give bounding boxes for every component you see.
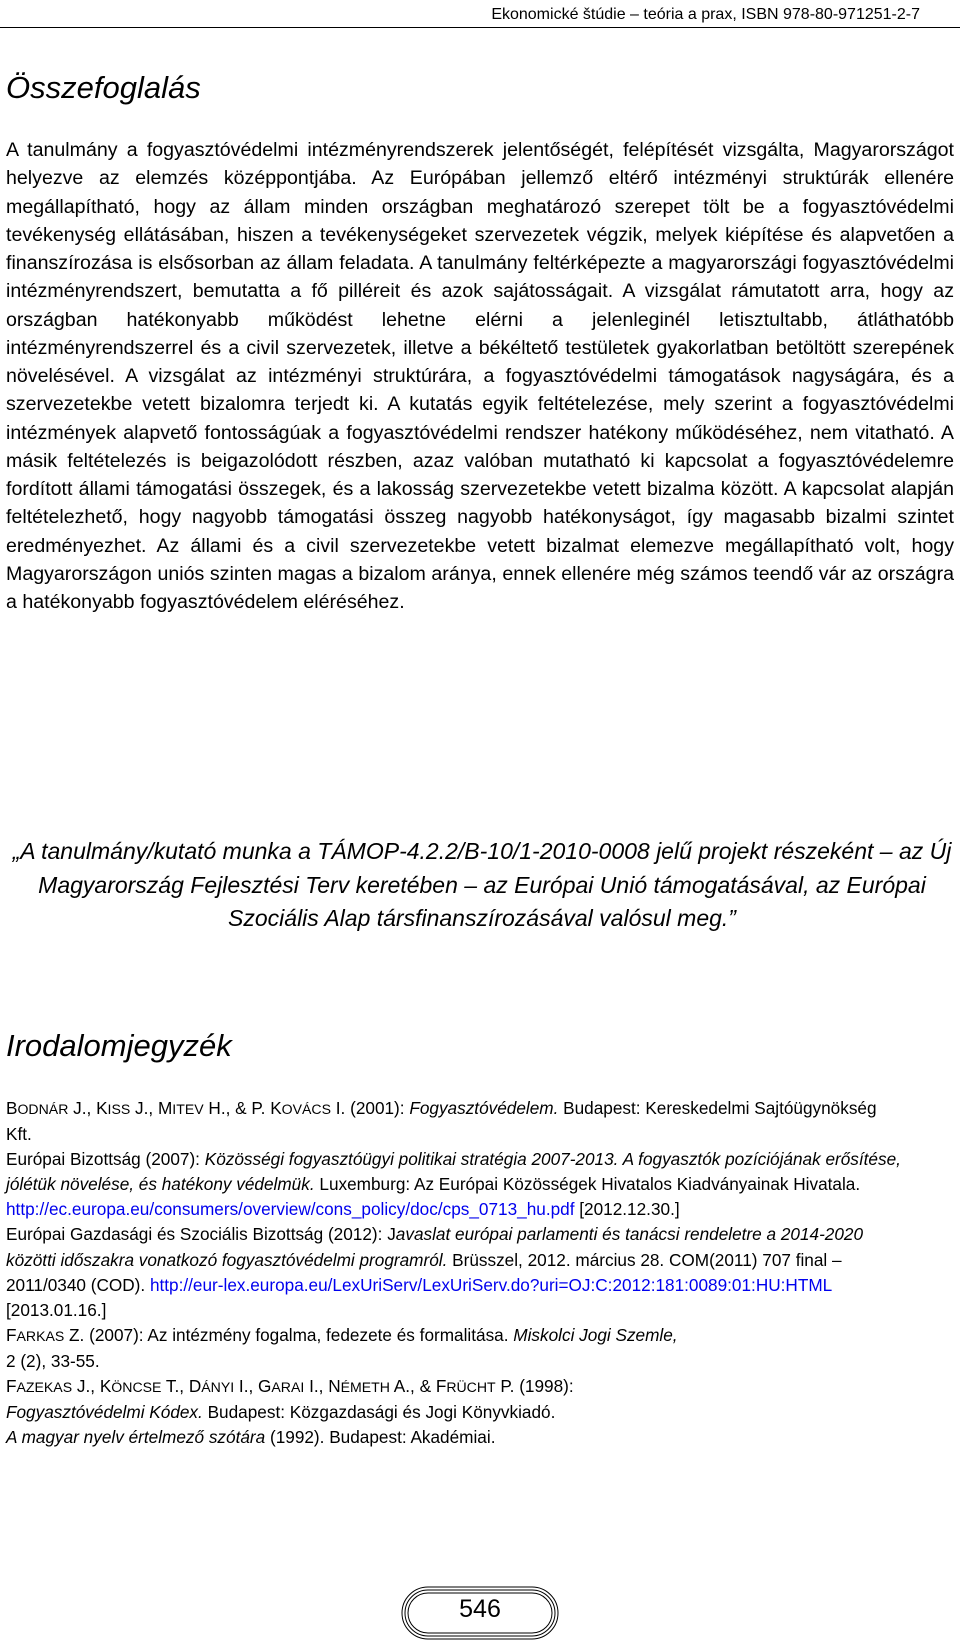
- abstract-heading: Összefoglalás: [6, 70, 201, 105]
- bib-author-smallcaps: ARAI: [271, 1379, 305, 1396]
- bib-title: Fogyasztóvédelem.: [409, 1098, 559, 1118]
- bib-text: I.,: [304, 1376, 329, 1397]
- bib-author: N: [328, 1376, 341, 1397]
- bib-entry-farkas: [6, 1323, 906, 1374]
- bib-author: D: [188, 1376, 202, 1397]
- bib-author: K: [270, 1098, 282, 1118]
- bib-publisher: Brüsszel, 2012. március 28. COM(2011) 707 final – 2011/0340 (COD).: [6, 1249, 842, 1295]
- bib-text: J.,: [130, 1098, 158, 1118]
- bib-publisher: Budapest: Kereskedelmi Sajtóügynökség Kft.: [6, 1098, 877, 1145]
- bib-text: A., &: [389, 1376, 436, 1397]
- bib-title: Fogyasztóvédelmi Kódex.: [6, 1402, 203, 1423]
- bib-publisher: (1992). Budapest: Akadémiai.: [265, 1427, 496, 1448]
- bib-text: P. (1998):: [495, 1376, 574, 1397]
- bib-title: A magyar nyelv értelmező szótára: [6, 1427, 266, 1448]
- bib-entry-bodnar: [6, 1096, 906, 1147]
- bib-author: G: [258, 1376, 272, 1397]
- bib-author: Európai Gazdasági és Szociális Bizottság (2012): J: [6, 1224, 396, 1245]
- bib-author: F: [6, 1324, 17, 1345]
- bib-url-link[interactable]: http://ec.europa.eu/consumers/overview/cons_policy/doc/cps_0713_hu.pdf: [6, 1199, 575, 1220]
- bib-author-smallcaps: AZEKAS: [16, 1379, 73, 1396]
- bib-text: I.,: [234, 1376, 259, 1397]
- bib-text: J.,: [68, 1098, 97, 1118]
- bibliography-heading: Irodalomjegyzék: [6, 1028, 232, 1063]
- page-number-frame: [400, 1585, 560, 1641]
- bib-author: Európai Bizottság (2007):: [6, 1149, 205, 1170]
- bib-access-date: [2012.12.30.]: [574, 1199, 680, 1220]
- bib-author-smallcaps: RÜCHT: [446, 1379, 496, 1396]
- funding-acknowledgement: „A tanulmány/kutató munka a TÁMOP-4.2.2/B-10/1-2010-0008 jelű projekt részeként – az Új Magyarország Fejlesztési Terv keretében – az Európai Unió támogatásával, az Európai Szociális Alap társfinanszírozásával valósul meg.”: [12, 838, 952, 931]
- bib-entry-szotar: [6, 1425, 906, 1450]
- bib-author: M: [157, 1098, 173, 1118]
- bib-title: Közösségi fogyasztóügyi politikai stratégia 2007-2013. A fogyasztók pozíciójának erősítése, jólétük növelése, és hatékony védelmük.: [6, 1149, 901, 1195]
- bib-access-date: [2013.01.16.]: [6, 1299, 107, 1320]
- bib-author-smallcaps: ÁNYI: [201, 1379, 235, 1396]
- bib-volume: 2 (2), 33-55.: [6, 1350, 100, 1371]
- bib-journal: Miskolci Jogi Szemle,: [513, 1324, 678, 1345]
- page-number: 546: [459, 1595, 501, 1623]
- bib-text: T.,: [161, 1376, 189, 1397]
- header-divider: [0, 27, 960, 28]
- bib-author-smallcaps: OVÁCS: [281, 1101, 331, 1117]
- bib-url-link[interactable]: http://eur-lex.europa.eu/LexUriServ/LexUriServ.do?uri=OJ:C:2012:181:0089:01:HU:HTML: [149, 1274, 833, 1295]
- bibliography-list: [6, 1096, 906, 1450]
- bib-author-smallcaps: ARKAS: [16, 1327, 65, 1344]
- bib-author: F: [435, 1376, 447, 1397]
- bib-title: avaslat európai parlamenti és tanácsi rendeletre a 2014-2020 közötti időszakra vonatkozó fogyasztóvédelmi programról.: [6, 1224, 864, 1270]
- running-header: Ekonomické štúdie – teória a prax, ISBN 978-80-971251-2-7: [491, 6, 920, 23]
- bib-author-smallcaps: ODNÁR: [17, 1101, 69, 1117]
- bib-author-smallcaps: ÉMETH: [340, 1379, 390, 1396]
- bib-text: Z. (2007): Az intézmény fogalma, fedezete és formalitása.: [64, 1324, 514, 1345]
- bib-author: K: [96, 1098, 108, 1118]
- bib-text: I. (2001):: [331, 1098, 410, 1118]
- bib-text: H., & P.: [203, 1098, 271, 1118]
- bib-author: B: [6, 1098, 18, 1118]
- bib-publisher: Luxemburg: Az Európai Közösségek Hivatalos Kiadványainak Hivatala.: [314, 1174, 861, 1195]
- bib-author: K: [99, 1376, 112, 1397]
- bib-author-smallcaps: ISS: [107, 1101, 131, 1117]
- bib-entry-european-commission: [6, 1147, 906, 1222]
- abstract-paragraph: A tanulmány a fogyasztóvédelmi intézményrendszerek jelentőségét, felépítését vizsgálta, Magyarországot helyezve az elemzés középpontjába. Az Európában jellemző eltérő intézményi struktúrák ellenére megállapítható, hogy az állam minden országban meghatározó szerepet tölt be a fogyasztóvédelmi tevékenység ellátásában, hiszen a tevékenységeket szervezetek végzik, melyek kiépítése és alapvetően a finanszírozása is elsősorban az állam feladata. A tanulmány feltérképezte a magyarországi fogyasztóvédelmi intézményrendszert, bemutatta a fő pilléreit és azok sajátosságait. A vizsgálat rámutatott arra, hogy az országban hatékonyabb működést lehetne elérni a jelenleginél letisztultabb, átláthatóbb intézményrendszerrel és a civil szervezetek, illetve a békéltető testületek gyakorlatban betöltött szerepének növelésével. A vizsgálat az intézményi struktúrára, a fogyasztóvédelmi támogatások nagyságára, és a szervezetekbe vetett bizalomra terjedt ki. A kutatás egyik feltételezése, mely szerint a fogyasztóvédelmi intézmények alapvető fontosságúak a fogyasztóvédelmi rendszer hatékony működéséhez, nem vitatható. A másik feltételezés is beigazolódott részben, azaz valóban mutatható ki kapcsolat a fogyasztóvédelemre fordított állami támogatási összegek, és a lakosság szervezetekbe vetett bizalma között. A kapcsolat alapján feltételezhető, hogy nagyobb támogatási összeg nagyobb hatékonyságot, így magasabb bizalmi szintet eredményezhet. Az állami és a civil szervezetekbe vetett bizalmat elemezve megállapítható volt, hogy Magyarországon uniós szinten magas a bizalom aránya, ennek ellenére még számos teendő vár az országra a hatékonyabb fogyasztóvédelem eléréséhez.: [6, 139, 954, 613]
- bib-entry-fazekas: [6, 1374, 906, 1425]
- bib-author-smallcaps: ITEV: [172, 1101, 204, 1117]
- bib-text: J.,: [72, 1376, 100, 1397]
- bib-author-smallcaps: ÖNCSE: [111, 1379, 162, 1396]
- bib-publisher: Budapest: Közgazdasági és Jogi Könyvkiadó.: [202, 1402, 556, 1423]
- bib-entry-eesc: [6, 1222, 906, 1322]
- bib-author: F: [6, 1376, 17, 1397]
